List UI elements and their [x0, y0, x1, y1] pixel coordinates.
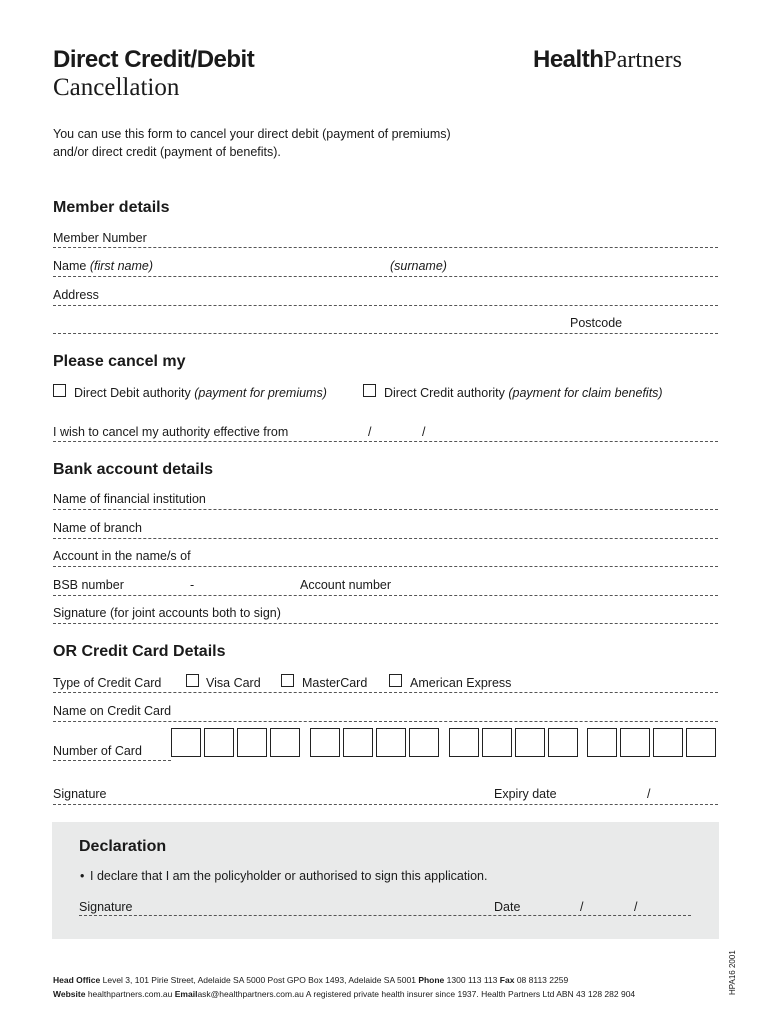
email-link[interactable]: ask@healthpartners.com.au	[197, 989, 304, 999]
card-digit-box[interactable]	[310, 728, 340, 757]
effective-date-label: I wish to cancel my authority effective from	[53, 425, 289, 439]
cancel-heading: Please cancel my	[53, 353, 186, 370]
member-number-field[interactable]	[53, 247, 718, 248]
name-label	[53, 259, 153, 273]
direct-credit-text: Direct Credit authority	[384, 386, 505, 400]
direct-debit-note: (payment for premiums)	[194, 386, 327, 400]
bank-signature-field[interactable]	[53, 623, 718, 624]
website-label: Website	[53, 989, 86, 999]
card-digit-box[interactable]	[409, 728, 439, 757]
visa-label: Visa Card	[206, 676, 261, 690]
account-name-label: Account in the name/s of	[53, 549, 191, 563]
member-details-heading: Member details	[53, 199, 170, 216]
declaration-bullet: •	[80, 869, 85, 883]
card-digit-box[interactable]	[204, 728, 234, 757]
amex-checkbox[interactable]	[389, 674, 402, 687]
surname-hint: (surname)	[390, 259, 447, 273]
name-field[interactable]	[53, 276, 718, 277]
card-digit-box[interactable]	[237, 728, 267, 757]
date-separator: /	[634, 900, 638, 914]
card-number-underline	[53, 760, 171, 761]
declaration-heading: Declaration	[79, 838, 167, 855]
institution-field[interactable]	[53, 509, 718, 510]
direct-debit-checkbox[interactable]	[53, 384, 66, 397]
card-digit-box[interactable]	[653, 728, 683, 757]
card-digit-box[interactable]	[620, 728, 650, 757]
bank-details-heading: Bank account details	[53, 461, 214, 478]
intro-line-2: and/or direct credit (payment of benefits).	[53, 145, 281, 159]
card-digit-box[interactable]	[515, 728, 545, 757]
phone-number: 1300 113 113	[446, 975, 498, 985]
bsb-label: BSB number	[53, 578, 124, 592]
bsb-separator: -	[190, 578, 195, 592]
bank-signature-label: Signature (for joint accounts both to sign)	[53, 606, 281, 620]
postcode-label: Postcode	[570, 316, 623, 330]
direct-debit-label	[74, 386, 327, 400]
card-signature-label: Signature	[53, 787, 107, 801]
card-signature-field[interactable]	[53, 804, 718, 805]
branch-field[interactable]	[53, 538, 718, 539]
website-link[interactable]: healthpartners.com.au	[87, 989, 173, 999]
card-type-label: Type of Credit Card	[53, 676, 162, 690]
form-code: HPA16 2001	[728, 950, 737, 995]
address-label: Address	[53, 288, 99, 302]
address-field-line-1[interactable]	[53, 305, 718, 306]
form-subtitle: Cancellation	[53, 74, 180, 101]
card-digit-box[interactable]	[343, 728, 373, 757]
card-type-field	[53, 692, 718, 693]
card-digit-box[interactable]	[686, 728, 716, 757]
direct-credit-label	[384, 386, 663, 400]
card-digit-box[interactable]	[376, 728, 406, 757]
name-on-card-field[interactable]	[53, 721, 718, 722]
intro-line-1: You can use this form to cancel your direct debit (payment of premiums)	[53, 127, 451, 141]
branch-label: Name of branch	[53, 521, 142, 535]
effective-date-field[interactable]	[53, 441, 718, 442]
direct-debit-text: Direct Debit authority	[74, 386, 191, 400]
health-partners-logo	[533, 46, 682, 74]
name-on-card-label: Name on Credit Card	[53, 704, 172, 718]
card-digit-box[interactable]	[270, 728, 300, 757]
declaration-signature-field[interactable]	[79, 915, 691, 916]
account-name-field[interactable]	[53, 566, 718, 567]
date-separator: /	[368, 425, 372, 439]
fax-label: Fax	[499, 975, 515, 985]
credit-card-heading: OR Credit Card Details	[53, 643, 226, 660]
declaration-statement: I declare that I am the policyholder or authorised to sign this application.	[90, 869, 488, 883]
date-separator: /	[422, 425, 426, 439]
expiry-label: Expiry date	[494, 787, 557, 801]
amex-label: American Express	[410, 676, 512, 690]
card-digit-box[interactable]	[171, 728, 201, 757]
mastercard-label: MasterCard	[302, 676, 368, 690]
mastercard-checkbox[interactable]	[281, 674, 294, 687]
address-field-line-2[interactable]	[53, 333, 718, 334]
member-number-label: Member Number	[53, 231, 147, 245]
intro-text	[53, 125, 513, 161]
head-office-address: Level 3, 101 Pirie Street, Adelaide SA 5000 Post GPO Box 1493, Adelaide SA 5001	[102, 975, 416, 985]
card-digit-box[interactable]	[449, 728, 479, 757]
footer-web-line	[53, 989, 635, 999]
logo-bold-text: Health	[533, 46, 604, 73]
declaration-signature-label: Signature	[79, 900, 133, 914]
bsb-account-field[interactable]	[53, 595, 718, 596]
head-office-label: Head Office	[53, 975, 101, 985]
footer-contact-line	[53, 975, 568, 985]
card-number-label: Number of Card	[53, 744, 142, 758]
fax-number: 08 8113 2259	[516, 975, 569, 985]
registration-text: A registered private health insurer since 1937. Health Partners Ltd ABN 43 128 282 904	[305, 989, 636, 999]
form-title: Direct Credit/Debit	[53, 46, 255, 73]
institution-label: Name of financial institution	[53, 492, 206, 506]
card-digit-box[interactable]	[482, 728, 512, 757]
account-number-label: Account number	[300, 578, 392, 592]
name-text: Name	[53, 259, 87, 273]
card-digit-box[interactable]	[548, 728, 578, 757]
first-name-hint: (first name)	[89, 259, 154, 273]
card-digit-box[interactable]	[587, 728, 617, 757]
direct-credit-note: (payment for claim benefits)	[508, 386, 663, 400]
visa-checkbox[interactable]	[186, 674, 199, 687]
date-separator: /	[580, 900, 584, 914]
declaration-date-label: Date	[494, 900, 521, 914]
logo-serif-text: Partners	[603, 47, 683, 73]
expiry-separator: /	[647, 787, 651, 801]
phone-label: Phone	[418, 975, 445, 985]
email-label: Email	[174, 989, 198, 999]
direct-credit-checkbox[interactable]	[363, 384, 376, 397]
